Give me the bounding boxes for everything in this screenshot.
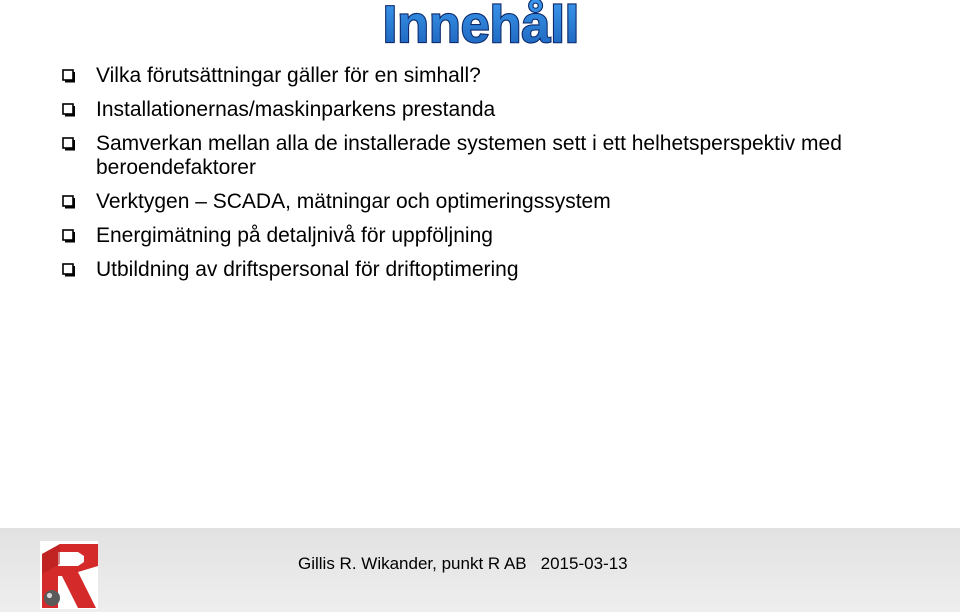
punkt-r-logo-icon [38,540,100,610]
checkbox-square-icon [62,263,76,277]
bullet-text: Verktygen – SCADA, mätningar och optimeringssystem [96,190,611,213]
bullet-item [60,98,940,122]
slide-title-text: Innehåll [382,0,580,54]
bullet-list [60,64,940,292]
bullet-text: Vilka förutsättningar gäller för en simhall? [96,64,481,87]
bullet-item [60,132,940,180]
bullet-text: Samverkan mellan alla de installerade systemen sett i ett helhetsperspektiv med beroendefaktorer [96,132,842,179]
checkbox-square-icon [62,103,76,117]
bullet-item [60,190,940,214]
bullet-text: Installationernas/maskinparkens prestanda [96,98,496,121]
bullet-item [60,224,940,248]
footer-date: 2015-03-13 [540,554,628,573]
bullet-item [60,258,940,282]
bullet-text: Utbildning av driftspersonal för driftoptimering [96,258,519,281]
checkbox-square-icon [62,137,76,151]
slide-title [366,0,596,54]
bullet-item [60,64,940,88]
footer-author: Gillis R. Wikander, punkt R AB [298,554,527,573]
checkbox-square-icon [62,229,76,243]
footer-bar [0,528,960,612]
checkbox-square-icon [62,195,76,209]
bullet-text: Energimätning på detaljnivå för uppföljning [96,224,493,247]
checkbox-square-icon [62,69,76,83]
footer-text [298,553,628,575]
